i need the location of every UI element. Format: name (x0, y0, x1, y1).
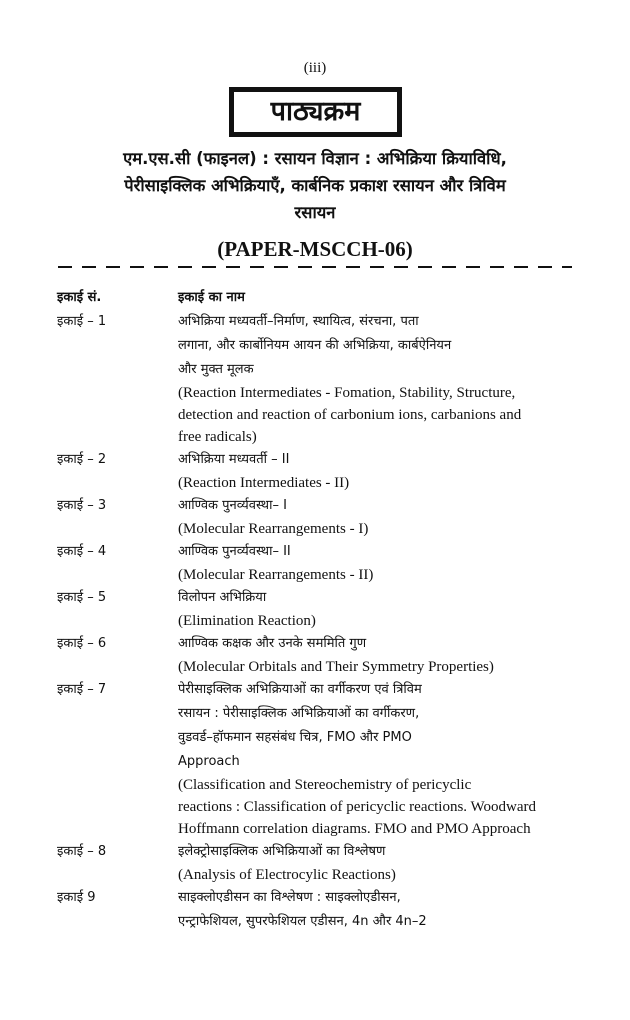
table-row (57, 586, 577, 632)
unit-number: इकाई – 3 (57, 498, 107, 513)
unit-description (178, 840, 577, 886)
unit-number: इकाई – 4 (57, 544, 107, 559)
unit-number: इकाई – 1 (57, 314, 107, 329)
unit-description (178, 448, 577, 494)
hindi-line: इलेक्ट्रोसाइक्लिक अभिक्रियाओं का विश्लेषण (178, 844, 386, 859)
dashed-divider (58, 266, 572, 268)
course-subtitle (55, 145, 575, 226)
english-line: (Molecular Rearrangements - II) (178, 567, 374, 583)
unit-description (178, 886, 577, 934)
english-line: Hoffmann correlation diagrams. FMO and PMO Approach (178, 821, 531, 837)
hindi-line: वुडवर्ड–हॉफमान सहसंबंध चित्र, FMO और PMO (178, 730, 412, 745)
hindi-line: पेरीसाइक्लिक अभिक्रियाओं का वर्गीकरण एवं त्रिविम (178, 682, 422, 697)
subtitle-line: पेरीसाइक्लिक अभिक्रियाएँ, कार्बनिक प्रकाश रसायन और त्रिविम (124, 176, 506, 195)
unit-number: इकाई – 8 (57, 844, 107, 859)
subtitle-line: रसायन (294, 203, 336, 222)
unit-number: इकाई – 2 (57, 452, 107, 467)
table-row (57, 632, 577, 678)
page-title: पाठ्यक्रम (229, 87, 402, 137)
hindi-line: एन्ट्राफेशियल, सुपरफेशियल एडीसन, 4n और 4n–2 (178, 914, 427, 929)
hindi-line: लगाना, और कार्बोनियम आयन की अभिक्रिया, कार्बऐनियन (178, 338, 452, 353)
hindi-line: आण्विक पुनर्व्यवस्था– I (178, 498, 287, 513)
unit-description (178, 540, 577, 586)
unit-description (178, 494, 577, 540)
unit-number: इकाई – 7 (57, 682, 107, 697)
subtitle-line: एम.एस.सी (फाइनल) : रसायन विज्ञान : अभिक्रिया क्रियाविधि, (123, 149, 507, 168)
table-row (57, 494, 577, 540)
english-line: (Reaction Intermediates - Fomation, Stability, Structure, (178, 385, 516, 401)
hindi-line: Approach (178, 754, 240, 769)
english-line: detection and reaction of carbonium ions, carbanions and (178, 407, 522, 423)
page-number: (iii) (303, 60, 327, 76)
english-line: (Reaction Intermediates - II) (178, 475, 350, 491)
hindi-line: रसायन : पेरीसाइक्लिक अभिक्रियाओं का वर्गीकरण, (178, 706, 420, 721)
table-row (57, 540, 577, 586)
hindi-line: और मुक्त मूलक (178, 362, 254, 377)
hindi-line: आण्विक पुनर्व्यवस्था– II (178, 544, 291, 559)
table-row (57, 840, 577, 886)
english-line: (Molecular Orbitals and Their Symmetry Properties) (178, 659, 494, 675)
table-row (57, 678, 577, 840)
hindi-line: अभिक्रिया मध्यवर्ती – II (178, 452, 290, 467)
english-line: (Analysis of Electrocylic Reactions) (178, 867, 396, 883)
unit-description (178, 586, 577, 632)
table-row (57, 448, 577, 494)
unit-description (178, 678, 577, 840)
english-line: (Elimination Reaction) (178, 613, 316, 629)
english-line: free radicals) (178, 429, 257, 445)
english-line: (Classification and Stereochemistry of pericyclic (178, 777, 472, 793)
unit-column-header: इकाई सं. (57, 290, 102, 305)
table-header (57, 286, 577, 310)
name-column-header: इकाई का नाम (178, 290, 245, 305)
table-row (57, 310, 577, 448)
table-row (57, 886, 577, 934)
english-line: reactions : Classification of pericyclic reactions. Woodward (178, 799, 536, 815)
unit-description (178, 632, 577, 678)
hindi-line: साइक्लोएडीसन का विश्लेषण : साइक्लोएडीसन, (178, 890, 401, 905)
unit-number: इकाई – 5 (57, 590, 107, 605)
unit-description (178, 310, 577, 448)
english-line: (Molecular Rearrangements - I) (178, 521, 369, 537)
unit-number: इकाई 9 (57, 890, 96, 905)
hindi-line: विलोपन अभिक्रिया (178, 590, 267, 605)
hindi-line: अभिक्रिया मध्यवर्ती–निर्माण, स्थायित्व, संरचना, पता (178, 314, 419, 329)
paper-code: (PAPER-MSCCH-06) (217, 237, 413, 261)
syllabus-table (57, 286, 577, 934)
hindi-line: आण्विक कक्षक और उनके सममिति गुण (178, 636, 367, 651)
unit-number: इकाई – 6 (57, 636, 107, 651)
